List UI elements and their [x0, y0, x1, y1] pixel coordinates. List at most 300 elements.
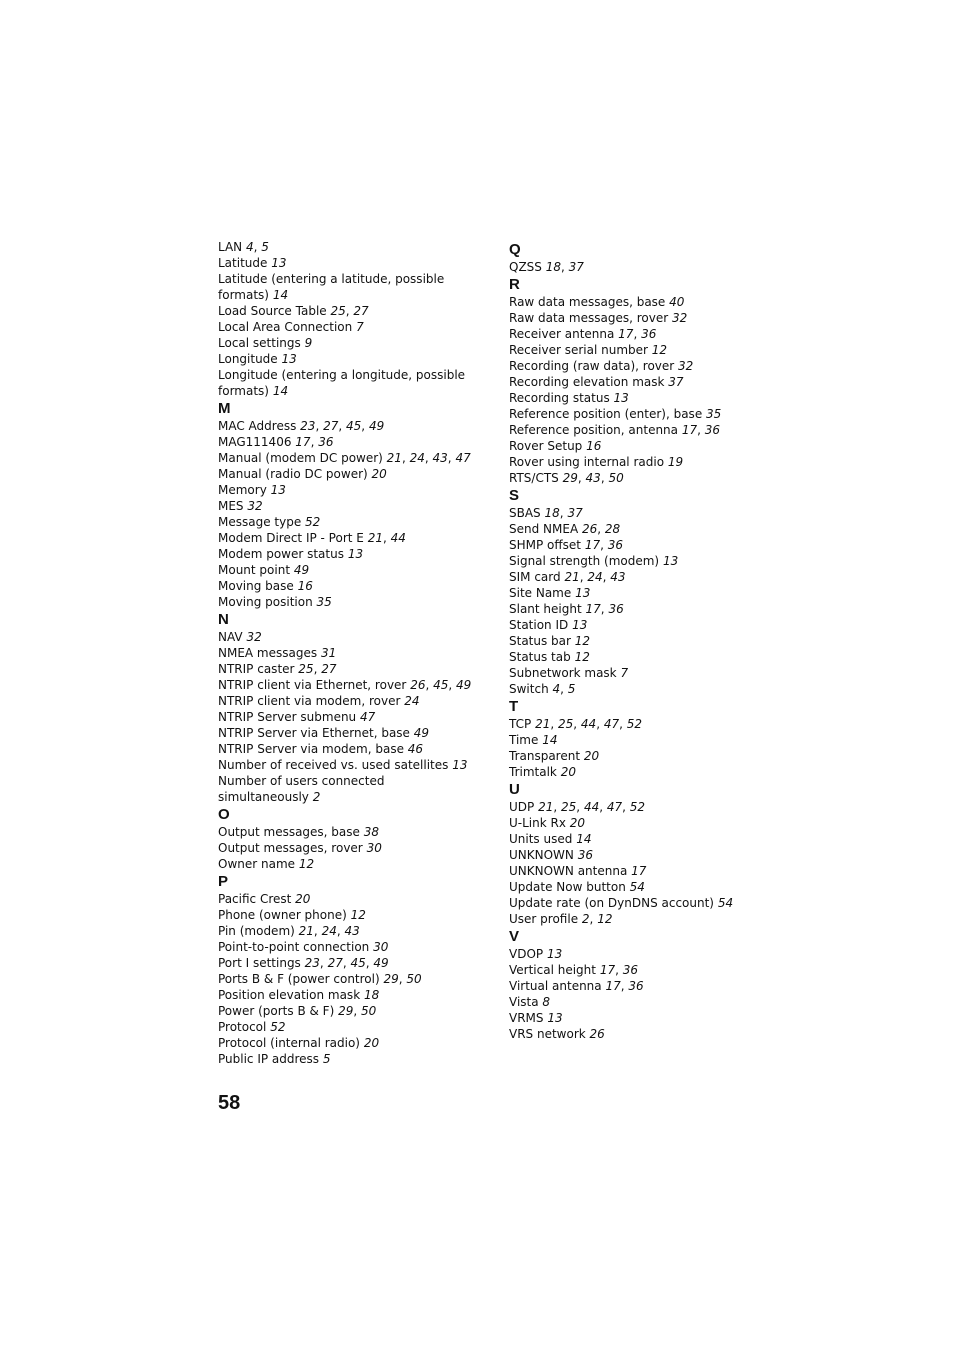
index-entry — [509, 847, 749, 863]
index-letter-heading: P — [218, 873, 229, 890]
index-entry: SIM card 21, 24, 43 — [509, 570, 626, 584]
index-entry: MAG111406 17, 36 — [218, 435, 334, 449]
index-entry — [509, 342, 749, 358]
page-reference-link[interactable]: 25 — [558, 717, 574, 731]
index-entry: User profile 2, 12 — [509, 912, 613, 926]
index-entry — [218, 757, 480, 773]
page-reference-link[interactable]: 44 — [583, 800, 600, 814]
page-reference-link[interactable]: 27 — [323, 419, 339, 433]
page-reference-link[interactable]: 26 — [589, 1027, 605, 1041]
index-entry — [218, 840, 480, 856]
page-reference-link[interactable]: 7 — [356, 320, 364, 334]
index-letter-heading: M — [218, 400, 231, 417]
index-entry — [218, 693, 480, 709]
index-entry — [218, 498, 480, 514]
index-entry — [509, 815, 749, 831]
index-entry — [218, 907, 480, 923]
page-reference-link[interactable]: 36 — [622, 963, 639, 977]
page-number: 58 — [218, 1092, 241, 1114]
page-reference-link[interactable]: 43 — [585, 471, 601, 485]
index-term: NTRIP Server via modem, base — [218, 742, 404, 756]
index-term: Local Area Connection — [218, 320, 353, 334]
page-reference-link[interactable]: 17 — [681, 423, 698, 437]
index-term: VDOP — [509, 947, 544, 961]
index-term: User profile — [509, 912, 579, 926]
page-reference-link[interactable]: 30 — [366, 841, 382, 855]
page-reference-link[interactable]: 14 — [272, 384, 289, 398]
index-entry — [509, 406, 749, 422]
page-reference-link[interactable]: 36 — [607, 538, 624, 552]
index-entry — [509, 438, 749, 454]
index-term: VRMS — [509, 1011, 544, 1025]
page-reference-link[interactable]: 50 — [406, 972, 422, 986]
index-entry: Switch 4, 5 — [509, 682, 576, 696]
index-term: Number of users connected simultaneously — [218, 774, 385, 804]
page-reference-link[interactable]: 18 — [545, 260, 562, 274]
page-reference-link[interactable]: 49 — [368, 419, 385, 433]
page-reference-link[interactable]: 17 — [618, 327, 634, 341]
index-entry — [218, 255, 480, 271]
index-term: Protocol (internal radio) — [218, 1036, 360, 1050]
index-term: MAG111406 — [218, 435, 292, 449]
page-reference-link[interactable]: 13 — [575, 586, 591, 600]
index-entry — [509, 764, 749, 780]
index-term: Mount point — [218, 563, 291, 577]
index-term: Power (ports B & F) — [218, 1004, 335, 1018]
page-reference-link[interactable]: 50 — [361, 1004, 377, 1018]
index-column-left — [218, 239, 480, 1067]
index-entry — [218, 1051, 480, 1067]
page-reference-link[interactable]: 52 — [626, 717, 643, 731]
page-reference-link[interactable]: 21 — [298, 924, 314, 938]
index-entry — [509, 732, 749, 748]
page-reference-link[interactable]: 13 — [547, 1011, 563, 1025]
index-term: Units used — [509, 832, 573, 846]
index-entry — [218, 482, 480, 498]
page-reference-link[interactable]: 45 — [346, 419, 362, 433]
page-reference-link[interactable]: 21 — [367, 531, 383, 545]
page-reference-link[interactable]: 36 — [704, 423, 721, 437]
index-entry — [509, 374, 749, 390]
index-entry — [218, 709, 480, 725]
index-entry — [509, 358, 749, 374]
index-term: Vista — [509, 995, 539, 1009]
index-entry — [218, 466, 480, 482]
index-entry — [509, 665, 749, 681]
index-column-right — [509, 239, 749, 1042]
index-entry: SHMP offset 17, 36 — [509, 538, 624, 552]
index-term: Position elevation mask — [218, 988, 361, 1002]
page-reference-link[interactable]: 32 — [247, 499, 263, 513]
page-reference-link[interactable]: 47 — [606, 800, 623, 814]
page-reference-link[interactable]: 52 — [305, 515, 321, 529]
page-reference-link[interactable]: 35 — [316, 595, 332, 609]
page-reference-link[interactable]: 16 — [297, 579, 313, 593]
index-term: Ports B & F (power control) — [218, 972, 380, 986]
index-entry — [218, 578, 480, 594]
index-term: Time — [509, 733, 539, 747]
index-term: Recording (raw data), rover — [509, 359, 675, 373]
index-term: Recording status — [509, 391, 610, 405]
index-term: Signal strength (modem) — [509, 554, 660, 568]
index-term: Longitude (entering a longitude, possible formats) — [218, 368, 466, 398]
page-reference-link[interactable]: 13 — [270, 483, 286, 497]
page-reference-link[interactable]: 54 — [717, 896, 734, 910]
page-reference-link[interactable]: 26 — [582, 522, 598, 536]
index-term: Rover Setup — [509, 439, 583, 453]
index-entry — [509, 946, 749, 962]
index-entry — [509, 748, 749, 764]
page-reference-link[interactable]: 29 — [562, 471, 578, 485]
page-reference-link[interactable]: 12 — [597, 912, 613, 926]
page-reference-link[interactable]: 13 — [347, 547, 364, 561]
index-entry — [509, 831, 749, 847]
index-entry — [509, 879, 749, 895]
page-reference-link[interactable]: 20 — [583, 749, 600, 763]
page-reference-link[interactable]: 36 — [318, 435, 334, 449]
index-entry — [218, 741, 480, 757]
page-reference-link[interactable]: 23 — [300, 419, 316, 433]
page-reference-link[interactable]: 12 — [651, 343, 668, 357]
index-term: Update Now button — [509, 880, 626, 894]
page-reference-link[interactable]: 14 — [272, 288, 289, 302]
index-entry — [509, 294, 749, 310]
page-reference-link[interactable]: 31 — [320, 646, 337, 660]
index-entry: NTRIP client via Ethernet, rover 26, 45, 49 — [218, 678, 472, 692]
index-entry — [218, 1019, 480, 1035]
index-term: NTRIP client via modem, rover — [218, 694, 401, 708]
index-entry — [509, 310, 749, 326]
page-reference-link[interactable]: 13 — [271, 256, 287, 270]
index-term: Modem power status — [218, 547, 344, 561]
page-reference-link[interactable]: 45 — [350, 956, 366, 970]
index-term: MES — [218, 499, 244, 513]
index-entry: UDP 21, 25, 44, 47, 52 — [509, 800, 646, 814]
page-reference-link[interactable]: 47 — [603, 717, 620, 731]
page-reference-link[interactable]: 18 — [363, 988, 380, 1002]
index-entry — [509, 863, 749, 879]
page-reference-link[interactable]: 36 — [577, 848, 594, 862]
page-reference-link[interactable]: 24 — [321, 924, 337, 938]
page-reference-link[interactable]: 13 — [281, 352, 297, 366]
index-term: Manual (modem DC power) — [218, 451, 383, 465]
index-term: Receiver serial number — [509, 343, 648, 357]
index-entry — [509, 633, 749, 649]
index-entry — [218, 987, 480, 1003]
page-reference-link[interactable]: 7 — [620, 666, 629, 680]
index-term: Modem Direct IP - Port E — [218, 531, 364, 545]
index-entry — [218, 645, 480, 661]
page-reference-link[interactable]: 12 — [350, 908, 366, 922]
page-reference-link[interactable]: 36 — [641, 327, 657, 341]
page-reference-link[interactable]: 49 — [456, 678, 472, 692]
index-term: Station ID — [509, 618, 569, 632]
page-reference-link[interactable]: 12 — [574, 650, 590, 664]
index-entry — [218, 594, 480, 610]
page-reference-link[interactable]: 49 — [373, 956, 389, 970]
page-reference-link[interactable]: 23 — [304, 956, 320, 970]
index-term: Slant height — [509, 602, 582, 616]
page-reference-link[interactable]: 14 — [576, 832, 592, 846]
index-entry — [218, 546, 480, 562]
index-term: SIM card — [509, 570, 561, 584]
page-reference-link[interactable]: 24 — [587, 570, 603, 584]
index-entry — [509, 1026, 749, 1042]
index-term: Send NMEA — [509, 522, 579, 536]
page-reference-link[interactable]: 20 — [295, 892, 311, 906]
index-entry: QZSS 18, 37 — [509, 260, 584, 274]
index-term: SBAS — [509, 506, 541, 520]
index-term: Load Source Table — [218, 304, 327, 318]
index-entry — [509, 585, 749, 601]
page-reference-link[interactable]: 20 — [569, 816, 586, 830]
index-term: Protocol — [218, 1020, 267, 1034]
page-reference-link[interactable]: 50 — [608, 471, 624, 485]
index-term: Point-to-point connection — [218, 940, 370, 954]
page-reference-link[interactable]: 21 — [564, 570, 580, 584]
page-reference-link[interactable]: 35 — [706, 407, 722, 421]
index-entry: Pin (modem) 21, 24, 43 — [218, 924, 360, 938]
index-entry — [218, 1035, 480, 1051]
index-term: Virtual antenna — [509, 979, 602, 993]
page-reference-link[interactable]: 32 — [671, 311, 688, 325]
index-term: Receiver antenna — [509, 327, 615, 341]
page-reference-link[interactable]: 4 — [552, 682, 561, 696]
index-entry — [218, 629, 480, 645]
index-term: Moving position — [218, 595, 313, 609]
page-reference-link[interactable]: 43 — [344, 924, 360, 938]
index-entry: Reference position, antenna 17, 36 — [509, 423, 721, 437]
index-term: Rover using internal radio — [509, 455, 665, 469]
index-term: UNKNOWN — [509, 848, 574, 862]
index-term: Memory — [218, 483, 267, 497]
page-reference-link[interactable]: 26 — [410, 678, 426, 692]
index-entry — [509, 1010, 749, 1026]
index-term: Output messages, base — [218, 825, 360, 839]
page-reference-link[interactable]: 43 — [610, 570, 626, 584]
index-entry — [218, 773, 480, 805]
index-term: Switch — [509, 682, 549, 696]
index-entry — [218, 351, 480, 367]
page-reference-link[interactable]: 44 — [580, 717, 597, 731]
index-entry — [218, 335, 480, 351]
index-term: SHMP offset — [509, 538, 581, 552]
page-reference-link[interactable]: 38 — [363, 825, 380, 839]
index-term: UDP — [509, 800, 535, 814]
index-term: Owner name — [218, 857, 296, 871]
index-term: TCP — [509, 717, 532, 731]
page-reference-link[interactable]: 49 — [413, 726, 430, 740]
index-entry: Slant height 17, 36 — [509, 602, 624, 616]
index-entry — [218, 939, 480, 955]
page-reference-link[interactable]: 13 — [572, 618, 588, 632]
index-entry — [509, 994, 749, 1010]
page-reference-link[interactable]: 21 — [538, 800, 554, 814]
index-entry: Send NMEA 26, 28 — [509, 522, 621, 536]
page-reference-link[interactable]: 27 — [321, 662, 337, 676]
index-entry: Ports B & F (power control) 29, 50 — [218, 972, 422, 986]
index-term: UNKNOWN antenna — [509, 864, 628, 878]
index-entry — [218, 514, 480, 530]
index-term: Moving base — [218, 579, 294, 593]
index-entry — [218, 319, 480, 335]
page-reference-link[interactable]: 27 — [353, 304, 369, 318]
page-reference-link[interactable]: 30 — [373, 940, 389, 954]
index-entry: TCP 21, 25, 44, 47, 52 — [509, 717, 643, 731]
index-entry: NTRIP caster 25, 27 — [218, 662, 337, 676]
page-reference-link[interactable]: 17 — [599, 963, 616, 977]
page-reference-link[interactable]: 25 — [298, 662, 314, 676]
index-term: U-Link Rx — [509, 816, 566, 830]
page-reference-link[interactable]: 37 — [668, 375, 684, 389]
page-reference-link[interactable]: 2 — [312, 790, 321, 804]
index-letter-heading: O — [218, 806, 230, 823]
page-reference-link[interactable]: 9 — [304, 336, 313, 350]
page-reference-link[interactable]: 19 — [667, 455, 684, 469]
index-term: Raw data messages, base — [509, 295, 666, 309]
index-term: Trimtalk — [509, 765, 557, 779]
index-entry: Manual (modem DC power) 21, 24, 43, 47 — [218, 451, 471, 465]
page-reference-link[interactable]: 40 — [669, 295, 685, 309]
index-term: Public IP address — [218, 1052, 320, 1066]
index-entry: Modem Direct IP - Port E 21, 44 — [218, 531, 406, 545]
page-reference-link[interactable]: 37 — [567, 506, 583, 520]
page-reference-link[interactable]: 21 — [535, 717, 551, 731]
page-reference-link[interactable]: 20 — [371, 467, 387, 481]
index-term: Latitude (entering a latitude, possible formats) — [218, 272, 445, 302]
index-entry: MAC Address 23, 27, 45, 49 — [218, 419, 385, 433]
page-reference-link[interactable]: 25 — [561, 800, 577, 814]
page-reference-link[interactable]: 16 — [586, 439, 602, 453]
page-reference-link[interactable]: 2 — [581, 912, 590, 926]
page-reference-link[interactable]: 24 — [404, 694, 420, 708]
page-reference-link[interactable]: 54 — [629, 880, 645, 894]
page-reference-link[interactable]: 43 — [432, 451, 448, 465]
index-term: NTRIP Server via Ethernet, base — [218, 726, 410, 740]
index-term: RTS/CTS — [509, 471, 559, 485]
page-reference-link[interactable]: 5 — [567, 682, 576, 696]
page-reference-link[interactable]: 24 — [409, 451, 425, 465]
index-letter-heading: T — [509, 698, 519, 715]
index-term: Reference position, antenna — [509, 423, 679, 437]
index-term: Transparent — [509, 749, 581, 763]
index-term: NTRIP client via Ethernet, rover — [218, 678, 407, 692]
index-entry — [218, 271, 480, 303]
page-reference-link[interactable]: 36 — [628, 979, 644, 993]
page-reference-link[interactable]: 47 — [455, 451, 471, 465]
page-reference-link[interactable]: 36 — [608, 602, 624, 616]
page-reference-link[interactable]: 13 — [452, 758, 468, 772]
index-letter-heading: N — [218, 611, 229, 628]
page-reference-link[interactable]: 17 — [631, 864, 647, 878]
index-term: Manual (radio DC power) — [218, 467, 368, 481]
index-letter-heading: S — [509, 487, 520, 504]
page-reference-link[interactable]: 37 — [568, 260, 584, 274]
page-reference-link[interactable]: 44 — [390, 531, 406, 545]
page-reference-link[interactable]: 17 — [295, 435, 311, 449]
page-reference-link[interactable]: 29 — [338, 1004, 354, 1018]
index-entry — [218, 562, 480, 578]
index-term: Status bar — [509, 634, 571, 648]
page-reference-link[interactable]: 8 — [542, 995, 551, 1009]
page-reference-link[interactable]: 29 — [383, 972, 399, 986]
page-reference-link[interactable]: 49 — [293, 563, 310, 577]
page-reference-link[interactable]: 17 — [585, 602, 601, 616]
index-term: Local settings — [218, 336, 301, 350]
index-term: Longitude — [218, 352, 278, 366]
page-reference-link[interactable]: 4 — [245, 240, 254, 254]
page-reference-link[interactable]: 18 — [544, 506, 560, 520]
index-entry: Vertical height 17, 36 — [509, 963, 639, 977]
page-reference-link[interactable]: 13 — [546, 947, 563, 961]
index-entry — [218, 367, 480, 399]
page-reference-link[interactable]: 20 — [363, 1036, 380, 1050]
page-reference-link[interactable]: 47 — [360, 710, 376, 724]
index-term: Subnetwork mask — [509, 666, 617, 680]
page-reference-link[interactable]: 17 — [605, 979, 621, 993]
page-reference-link[interactable]: 52 — [270, 1020, 286, 1034]
index-term: Phone (owner phone) — [218, 908, 347, 922]
index-entry: Receiver antenna 17, 36 — [509, 327, 657, 341]
page-reference-link[interactable]: 13 — [662, 554, 679, 568]
page-reference-link[interactable]: 27 — [327, 956, 343, 970]
page-reference-link[interactable]: 45 — [433, 678, 449, 692]
page-reference-link[interactable]: 13 — [613, 391, 629, 405]
index-term: Raw data messages, rover — [509, 311, 669, 325]
index-term: NTRIP Server submenu — [218, 710, 357, 724]
index-term: Status tab — [509, 650, 571, 664]
page-reference-link[interactable]: 20 — [560, 765, 576, 779]
index-term: Port I settings — [218, 956, 301, 970]
page-reference-link[interactable]: 5 — [261, 240, 269, 254]
page-reference-link[interactable]: 28 — [604, 522, 621, 536]
page-reference-link[interactable]: 52 — [629, 800, 646, 814]
index-term: QZSS — [509, 260, 542, 274]
page-reference-link[interactable]: 32 — [678, 359, 694, 373]
index-term: Number of received vs. used satellites — [218, 758, 449, 772]
page-reference-link[interactable]: 12 — [574, 634, 591, 648]
index-entry: LAN 4, 5 — [218, 240, 269, 254]
index-entry — [509, 649, 749, 665]
index-letter-heading: Q — [509, 241, 521, 258]
page-reference-link[interactable]: 46 — [407, 742, 424, 756]
page-reference-link[interactable]: 12 — [298, 857, 315, 871]
index-entry: Load Source Table 25, 27 — [218, 304, 369, 318]
index-letter-heading: R — [509, 276, 520, 293]
page-reference-link[interactable]: 17 — [584, 538, 601, 552]
index-term: Reference position (enter), base — [509, 407, 703, 421]
index-entry: SBAS 18, 37 — [509, 506, 583, 520]
index-term: Latitude — [218, 256, 268, 270]
index-entry — [218, 891, 480, 907]
index-entry — [509, 895, 749, 911]
page-reference-link[interactable]: 21 — [386, 451, 402, 465]
index-entry: Port I settings 23, 27, 45, 49 — [218, 956, 389, 970]
page-reference-link[interactable]: 14 — [542, 733, 558, 747]
page-reference-link[interactable]: 25 — [330, 304, 346, 318]
index-entry — [509, 617, 749, 633]
index-term: Recording elevation mask — [509, 375, 665, 389]
index-term: MAC Address — [218, 419, 297, 433]
index-term: Pin (modem) — [218, 924, 295, 938]
index-term: Message type — [218, 515, 302, 529]
page-reference-link[interactable]: 32 — [246, 630, 262, 644]
page-reference-link[interactable]: 5 — [322, 1052, 331, 1066]
index-term: Output messages, rover — [218, 841, 363, 855]
index-term: LAN — [218, 240, 243, 254]
index-entry — [509, 390, 749, 406]
index-term: Update rate (on DynDNS account) — [509, 896, 714, 910]
